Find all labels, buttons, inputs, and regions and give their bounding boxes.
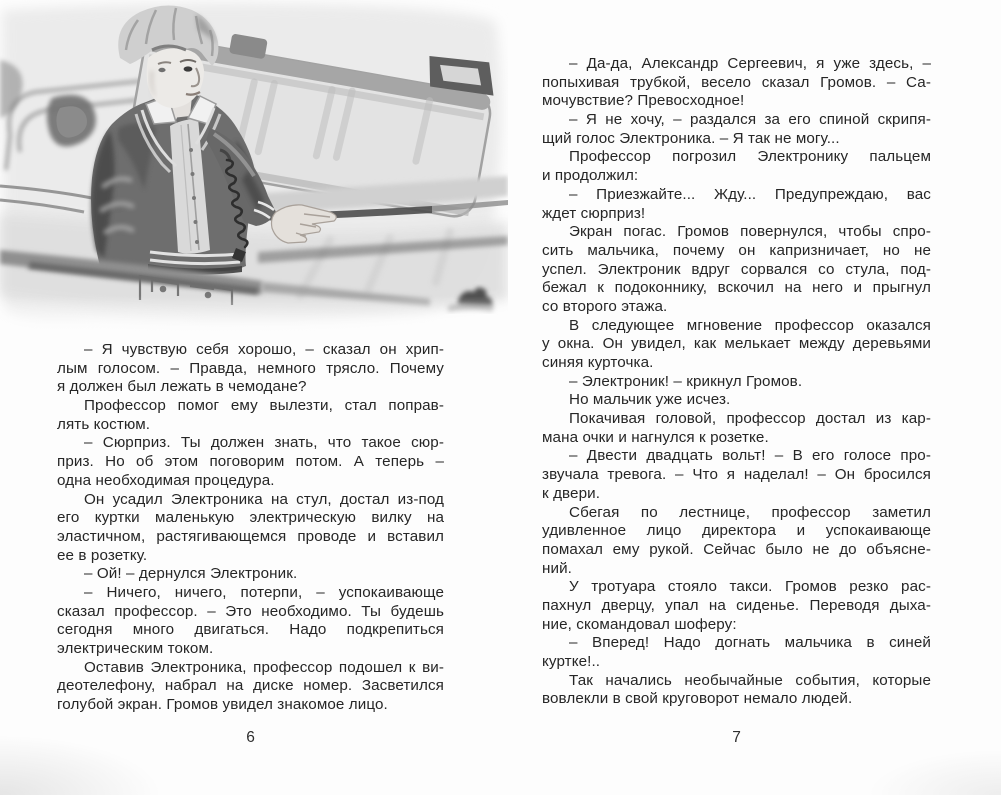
text-line: сить мальчика, почему он капризничает, но не xyxy=(542,241,931,259)
text-line: пахнул дверцу, упал на сиденье. Переводя дыха- xyxy=(542,596,931,614)
text-line: сказал профессор. – Это необходимо. Ты будешь xyxy=(57,602,444,620)
fade-bottom xyxy=(0,296,508,334)
text-line: синяя курточка. xyxy=(542,354,654,371)
text-line: куртке!.. xyxy=(542,653,601,670)
text-line: лять костюм. xyxy=(57,415,151,433)
text-line: – Приезжайте... Жду... Предупреждаю, вас xyxy=(569,185,931,203)
text-line: со второго этажа. xyxy=(542,297,668,315)
text-line: удивленное лицо директора и успокаивающе xyxy=(542,522,931,540)
text-line: помахал ему рукой. Сейчас было не до объясне- xyxy=(542,540,931,558)
text-line: и продолжил: xyxy=(542,167,639,185)
right-eye xyxy=(184,66,193,71)
text-line: вовлекли в свой круговорот немало людей. xyxy=(542,690,853,708)
text-line: голубой экран. Громов увидел знакомое лицо. xyxy=(57,696,388,714)
left-page-text xyxy=(57,341,444,715)
text-line: ние, скомандовал шоферу: xyxy=(542,615,737,633)
page-number-left: 6 xyxy=(246,729,255,746)
text-line: Но мальчик уже исчез. xyxy=(569,391,731,409)
text-line: Профессор погрозил Электронику пальцем xyxy=(569,148,931,166)
left-eye xyxy=(158,68,165,72)
scan-shadow-bottom-right xyxy=(831,740,1001,795)
text-line: – Я не хочу, – раздался за его спиной скрипя- xyxy=(569,111,931,129)
text-line: электрическим током. xyxy=(57,640,214,657)
text-line: – Сюрприз. Ты должен знать, что такое сюр- xyxy=(84,434,444,452)
text-line: мана очки и нагнулся к розетке. xyxy=(542,428,769,446)
text-line: успел. Электроник вдруг сорвался со стула, под- xyxy=(542,260,931,278)
text-line: эластичном, растягивающемся проводе и вставил xyxy=(57,527,444,545)
text-line: одна необходимая процедура. xyxy=(57,471,275,489)
text-line: приз. Но об этом поговорим потом. А теперь – xyxy=(57,453,444,471)
text-line: сегодня много двигаться. Надо подкрепиться xyxy=(57,621,444,639)
text-line: – Двести двадцать вольт! – В его голосе про- xyxy=(569,447,931,465)
text-line: щий голос Электроника. – Я так не могу... xyxy=(542,129,840,147)
text-line: у окна. Он увидел, как мелькает между деревьями xyxy=(542,335,931,353)
text-line: его куртки маленькую электрическую вилку на xyxy=(57,509,444,527)
right-page-text xyxy=(542,55,931,709)
text-line: – Ничего, ничего, потерпи, – успокаивающе xyxy=(84,583,444,601)
text-line: Профессор помог ему вылезти, стал поправ- xyxy=(84,397,444,415)
text-line: – Электроник! – крикнул Громов. xyxy=(569,372,803,390)
page-number-right: 7 xyxy=(732,729,741,746)
text-line: звучала тревога. – Что я наделал! – Он бросился xyxy=(542,466,931,484)
text-line: деотелефону, набрал на диске номер. Засветился xyxy=(57,677,444,695)
text-line: – Я чувствую себя хорошо, – сказал он хрип- xyxy=(84,341,444,358)
text-line: бежал к подоконнику, вскочил на него и прыгнул xyxy=(542,279,931,297)
text-line: ее в розетку. xyxy=(57,546,148,564)
text-line: я должен был лежать в чемодане? xyxy=(57,378,307,396)
text-line: мочувствие? Превосходное! xyxy=(542,92,745,110)
text-line: Оставив Электроника, профессор подошел к ви- xyxy=(84,658,444,676)
text-line: ждет сюрприз! xyxy=(542,204,646,222)
text-line: лым голосом. – Правда, немного трясло. Почему xyxy=(57,359,444,377)
text-line: – Ой! – дернулся Электроник. xyxy=(84,565,298,583)
illustration-boy-with-suitcases xyxy=(0,0,508,334)
text-line: Он усадил Электроника на стул, достал из-под xyxy=(84,490,444,508)
text-line: попыхивая трубкой, весело сказал Громов. – Са- xyxy=(542,73,931,91)
text-line: В следующее мгновение профессор оказался xyxy=(569,316,931,334)
text-line: – Да-да, Александр Сергеевич, я уже здесь, – xyxy=(569,55,931,72)
text-line: Покачивая головой, профессор достал из кар- xyxy=(569,410,931,428)
text-line: У тротуара стояло такси. Громов резко рас- xyxy=(569,578,931,596)
text-line: Так начались необычайные события, которые xyxy=(569,671,931,689)
text-line: Экран погас. Громов повернулся, чтобы спро- xyxy=(569,223,931,241)
text-line: – Вперед! Надо догнать мальчика в синей xyxy=(569,634,931,652)
text-line: к двери. xyxy=(542,484,601,502)
text-line: Сбегая по лестнице, профессор заметил xyxy=(569,503,931,521)
text-line: ний. xyxy=(542,559,572,577)
